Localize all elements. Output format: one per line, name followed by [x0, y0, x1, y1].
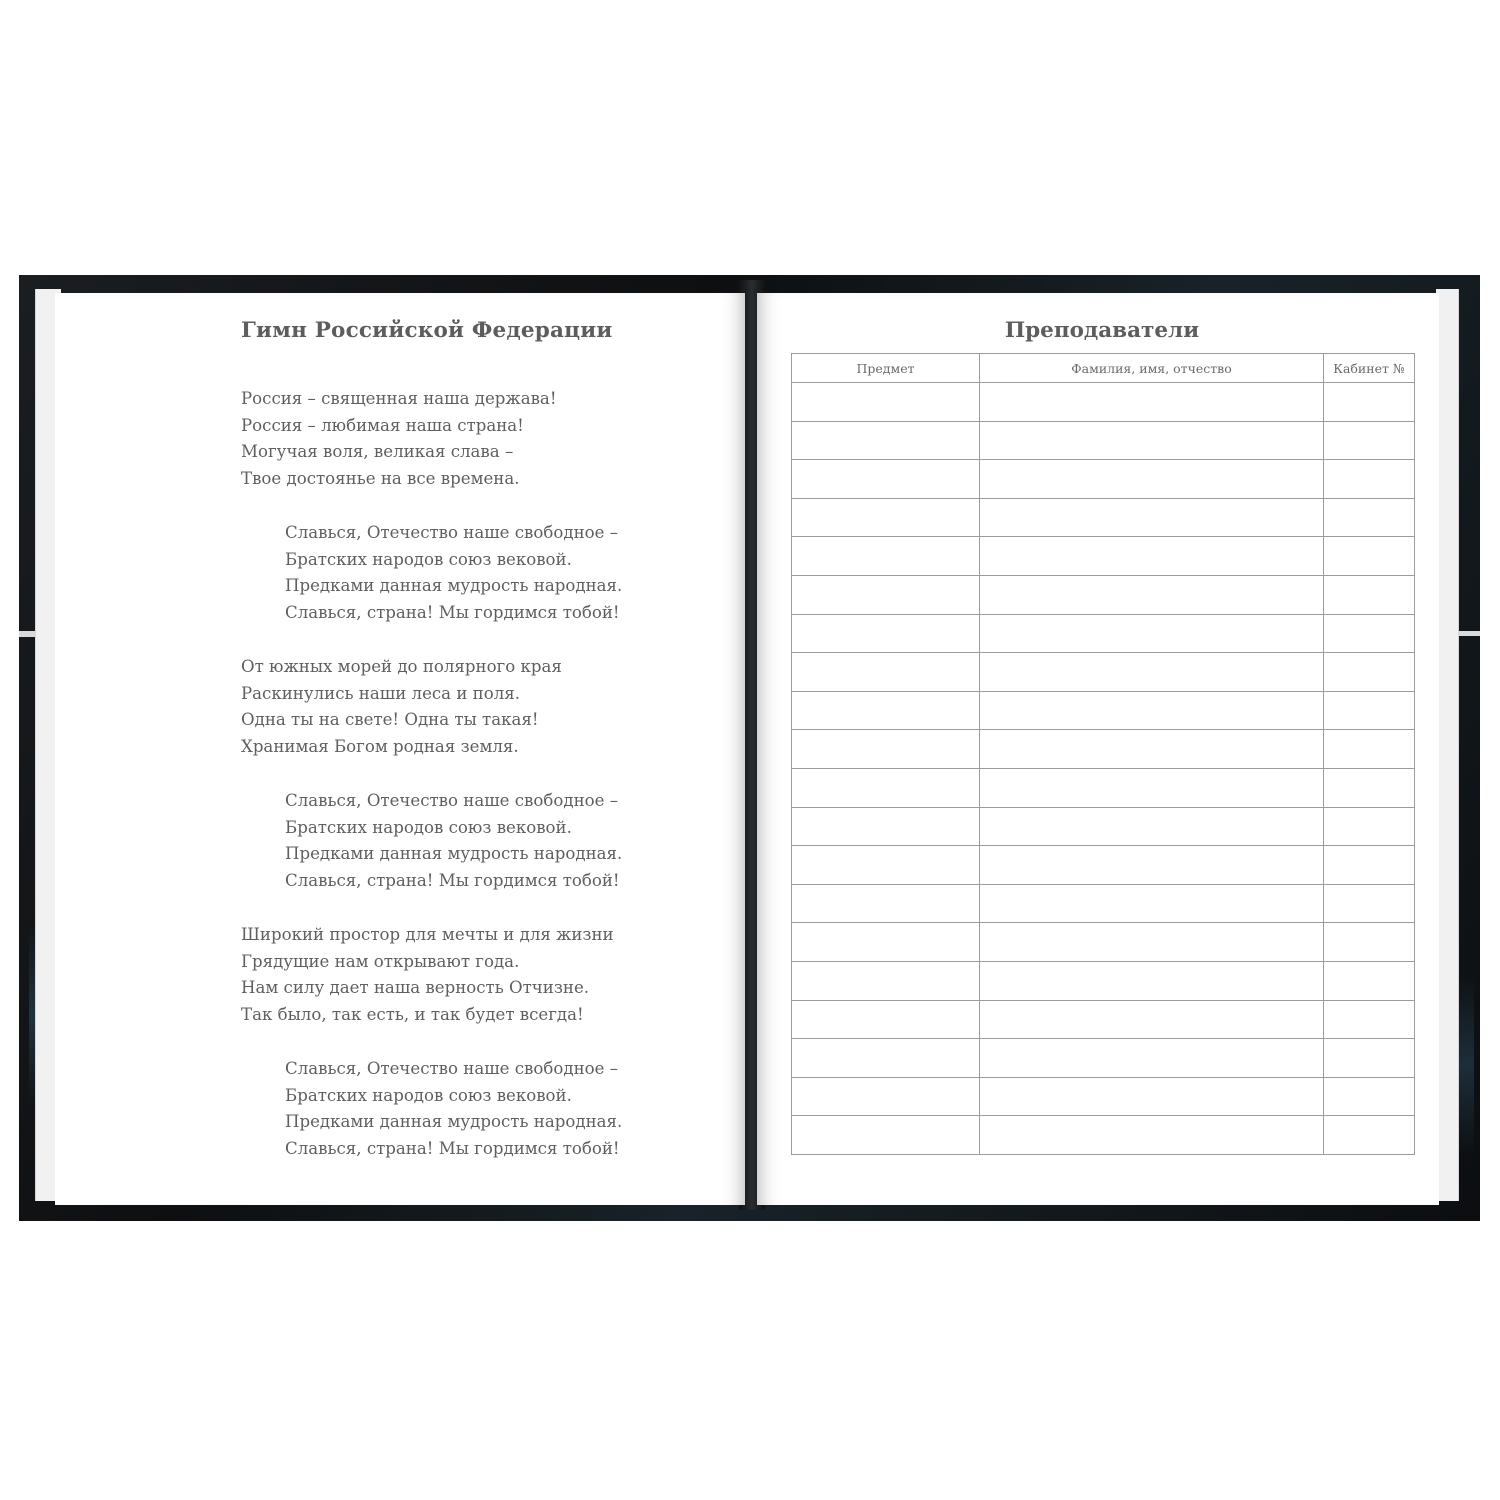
room-cell: [1324, 614, 1415, 653]
anthem-line: Братских народов союз вековой.: [285, 817, 572, 837]
subject-cell: [792, 575, 980, 614]
room-cell: [1324, 575, 1415, 614]
anthem-line: Славься, страна! Мы гордимся тобой!: [285, 1138, 620, 1158]
room-cell: [1324, 807, 1415, 846]
full-name-cell: [980, 498, 1324, 537]
anthem-line: Славься, страна! Мы гордимся тобой!: [285, 870, 620, 890]
room-cell: [1324, 1077, 1415, 1116]
full-name-cell: [980, 460, 1324, 499]
anthem-line: Грядущие нам открывают года.: [241, 951, 520, 971]
table-row: [792, 537, 1415, 576]
verse-stanza: [241, 386, 557, 492]
anthem-line: Россия – священная наша держава!: [241, 389, 557, 408]
subject-cell: [792, 653, 980, 692]
full-name-cell: [980, 575, 1324, 614]
table-row: [792, 575, 1415, 614]
full-name-cell: [980, 691, 1324, 730]
column-header-subject: Предмет: [792, 354, 980, 383]
subject-cell: [792, 383, 980, 422]
anthem-line: Братских народов союз вековой.: [285, 549, 572, 569]
table-row: [792, 846, 1415, 885]
full-name-cell: [980, 1039, 1324, 1078]
room-cell: [1324, 460, 1415, 499]
room-cell: [1324, 421, 1415, 460]
table-row: [792, 653, 1415, 692]
table-row: [792, 923, 1415, 962]
anthem-line: Предками данная мудрость народная.: [285, 844, 623, 864]
room-cell: [1324, 1116, 1415, 1155]
column-header-full-name: Фамилия, имя, отчество: [980, 354, 1324, 383]
subject-cell: [792, 884, 980, 923]
page-block-edge: [1436, 289, 1459, 1201]
anthem-line: Твое достоянье на все времена.: [241, 468, 520, 488]
table-row: [792, 460, 1415, 499]
full-name-cell: [980, 807, 1324, 846]
anthem-line: Хранимая Богом родная земля.: [241, 736, 519, 756]
table-row: [792, 1039, 1415, 1078]
table-row: [792, 1000, 1415, 1039]
room-cell: [1324, 1039, 1415, 1078]
room-cell: [1324, 846, 1415, 885]
anthem-line: Предками данная мудрость народная.: [285, 576, 623, 596]
subject-cell: [792, 730, 980, 769]
room-cell: [1324, 383, 1415, 422]
anthem-line: Славься, Отечество наше свободное –: [285, 791, 619, 810]
anthem-line: Славься, Отечество наше свободное –: [285, 523, 619, 542]
table-row: [792, 498, 1415, 537]
room-cell: [1324, 691, 1415, 730]
subject-cell: [792, 498, 980, 537]
teachers-title: Преподаватели: [1004, 318, 1200, 343]
room-cell: [1324, 768, 1415, 807]
anthem-line: Россия – любимая наша страна!: [241, 415, 524, 435]
table-row: [792, 1077, 1415, 1116]
chorus-stanza: [285, 1056, 622, 1162]
cover-wear-mark: [1458, 631, 1480, 636]
room-cell: [1324, 730, 1415, 769]
table-row: [792, 614, 1415, 653]
full-name-cell: [980, 653, 1324, 692]
anthem-line: Раскинулись наши леса и поля.: [241, 683, 521, 703]
full-name-cell: [980, 383, 1324, 422]
full-name-cell: [980, 768, 1324, 807]
anthem-line: Широкий простор для мечты и для жизни: [241, 925, 614, 944]
full-name-cell: [980, 846, 1324, 885]
room-cell: [1324, 961, 1415, 1000]
subject-cell: [792, 691, 980, 730]
full-name-cell: [980, 1116, 1324, 1155]
table-header-row: [792, 354, 1415, 383]
room-cell: [1324, 923, 1415, 962]
anthem-line: Братских народов союз вековой.: [285, 1085, 572, 1105]
full-name-cell: [980, 1000, 1324, 1039]
subject-cell: [792, 1039, 980, 1078]
column-header-room: Кабинет №: [1324, 354, 1415, 383]
anthem-line: Славься, Отечество наше свободное –: [285, 1059, 619, 1078]
full-name-cell: [980, 1077, 1324, 1116]
subject-cell: [792, 614, 980, 653]
room-cell: [1324, 653, 1415, 692]
anthem-line: Предками данная мудрость народная.: [285, 1112, 623, 1132]
room-cell: [1324, 498, 1415, 537]
subject-cell: [792, 1116, 980, 1155]
anthem-line: От южных морей до полярного края: [241, 657, 562, 676]
anthem-title: Гимн Российской Федерации: [241, 318, 613, 343]
anthem-line: Славься, страна! Мы гордимся тобой!: [285, 602, 620, 622]
full-name-cell: [980, 537, 1324, 576]
chorus-stanza: [285, 520, 622, 626]
full-name-cell: [980, 614, 1324, 653]
chorus-stanza: [285, 788, 622, 894]
subject-cell: [792, 460, 980, 499]
full-name-cell: [980, 730, 1324, 769]
room-cell: [1324, 537, 1415, 576]
anthem-line: Нам силу дает наша верность Отчизне.: [241, 978, 590, 998]
subject-cell: [792, 421, 980, 460]
table-row: [792, 730, 1415, 769]
subject-cell: [792, 1077, 980, 1116]
subject-cell: [792, 807, 980, 846]
table-row: [792, 383, 1415, 422]
table-row: [792, 1116, 1415, 1155]
subject-cell: [792, 846, 980, 885]
table-row: [792, 768, 1415, 807]
full-name-cell: [980, 961, 1324, 1000]
room-cell: [1324, 1000, 1415, 1039]
subject-cell: [792, 1000, 980, 1039]
teachers-table: [791, 353, 1415, 1155]
room-cell: [1324, 884, 1415, 923]
subject-cell: [792, 768, 980, 807]
table-row: [792, 691, 1415, 730]
full-name-cell: [980, 421, 1324, 460]
subject-cell: [792, 537, 980, 576]
table-row: [792, 884, 1415, 923]
anthem-line: Одна ты на свете! Одна ты такая!: [241, 710, 539, 730]
table-row: [792, 421, 1415, 460]
full-name-cell: [980, 923, 1324, 962]
anthem-line: Так было, так есть, и так будет всегда!: [241, 1004, 584, 1024]
verse-stanza: [241, 654, 562, 760]
anthem-line: Могучая воля, великая слава –: [241, 442, 514, 462]
verse-stanza: [241, 922, 614, 1028]
table-row: [792, 807, 1415, 846]
full-name-cell: [980, 884, 1324, 923]
table-row: [792, 961, 1415, 1000]
subject-cell: [792, 961, 980, 1000]
subject-cell: [792, 923, 980, 962]
